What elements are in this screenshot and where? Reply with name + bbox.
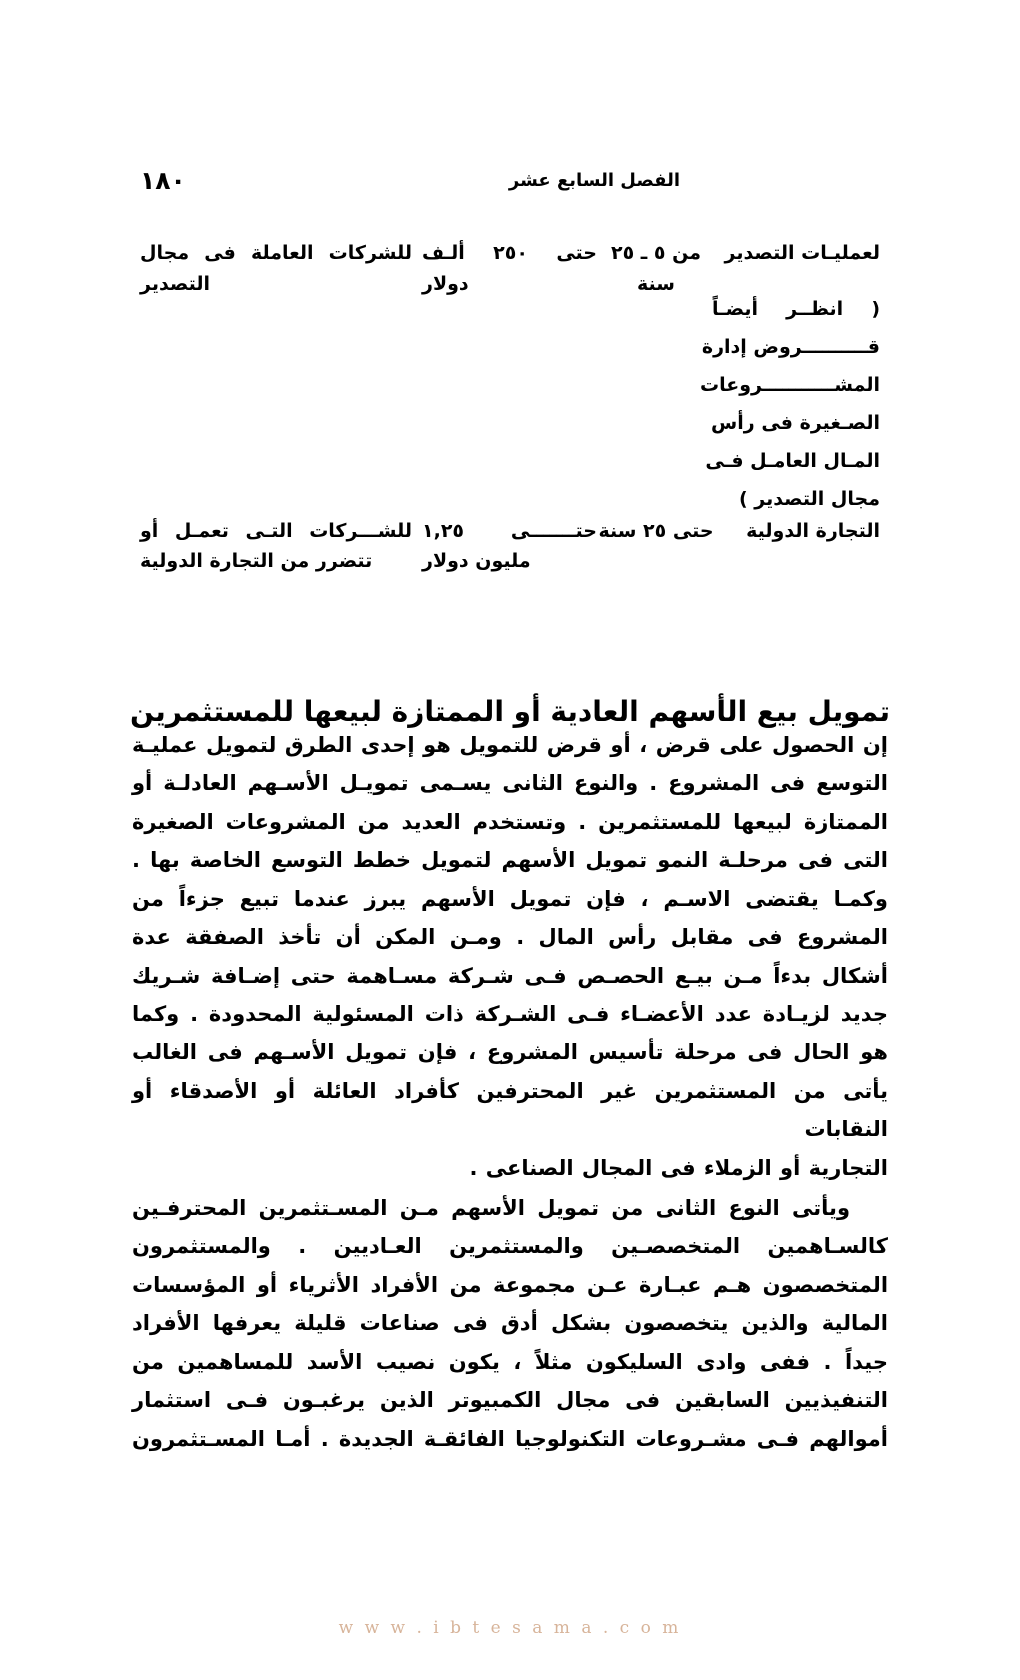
paragraph-line: المتخصصـين والمستثمرين العـاديين . والمستثمرون المتخصصون هـم عبـارة عـن — [132, 1234, 889, 1297]
table-cell-target — [140, 238, 422, 300]
paragraph-line: المكن أن تأخذ الصفقة عدة أشكال بدءاً مـن بيـع الحصـص فـى شـركة مسـاهمة — [132, 925, 889, 988]
table-cell-term: حتى ٢٥ سنة — [598, 519, 714, 542]
paragraph-line: الأسد للمساهمين من التنفيذيين السابقين فى مجال الكمبيوتر الذين يرغبـون فـى — [132, 1349, 888, 1413]
paragraph-line: مجموعة من الأفراد الأثرياء أو المؤسسات المالية والذين يتخصصون بشكل أدق فى — [132, 1272, 888, 1336]
amount-line-2: دولار — [422, 272, 469, 295]
category-cont-line: مجال التصدير ) — [738, 488, 880, 510]
paragraph-line: صناعات قليلة يعرفها الأفراد جيداً . ففى وادى السليكون مثلاً ، يكون نصيب — [132, 1311, 889, 1374]
paragraph — [132, 726, 888, 1187]
table-row — [140, 238, 880, 300]
table-cell-category-continuation — [700, 298, 880, 528]
paragraph-line: التوسع فى المشروع . والنوع الثانى يسـمى تمويـل الأسـهم العادلـة أو الممتازة — [132, 771, 888, 834]
paragraph-line: حتى إضـافة شـريك جديد لزيـادة عدد الأعضـاء فـى الشـركة ذات المسئولية — [132, 963, 889, 1026]
page-number: ١٨٠ — [140, 165, 186, 195]
paragraph — [132, 1189, 888, 1458]
amount-line-2: مليون دولار — [422, 550, 531, 573]
table-cell-target — [140, 516, 422, 578]
paragraph-line: الغالب يأتى من المستثمرين غير المحترفين كأفراد العائلة أو الأصدقاء أو النقابات — [132, 1040, 888, 1142]
paragraph-line: استثمار أموالهم فـى مشـروعات التكنولوجيا الفائقـة الجديدة . أمـا المسـتثمرون — [132, 1388, 888, 1451]
paragraph-line: إن الحصول على قرض ، أو قرض للتمويل هو إحدى الطرق لتمويل عمليـة — [132, 733, 888, 757]
target-line-2: تتضرر من التجارة الدولية — [140, 550, 373, 573]
site-watermark: w w w . i b t e s a m a . c o m — [338, 1618, 682, 1638]
running-head — [140, 160, 880, 200]
chapter-title: الفصل السابع عشر — [508, 169, 680, 191]
paragraph-line: التجارية أو الزملاء فى المجال الصناعى . — [469, 1155, 888, 1180]
table-cell-amount — [422, 516, 597, 578]
body-text — [132, 726, 888, 1458]
amount-line-1: حتـــــــى ١,٢٥ — [422, 519, 597, 542]
paragraph-line: لبيعها للمستثمرين . وتستخدم العديد من المشروعات الصغيرة التى فى مرحلـة — [132, 809, 889, 873]
amount-line-1: حتى ٢٥٠ ألـف — [422, 242, 597, 264]
table-cell-category: لعمليـات التصدير — [724, 242, 880, 264]
table-cell-category: التجارة الدولية — [746, 519, 880, 542]
table-cell-term: من ٥ ـ ٢٥ سنة — [610, 242, 702, 295]
target-line-1: للشركات العاملة فى مجال — [140, 242, 412, 264]
category-cont-line: المـال العامـل فـى — [705, 450, 880, 472]
paragraph-line: ويأتى النوع الثانى من تمويل الأسهم مـن المسـتثمرين المحترفـين كالسـاهمين — [132, 1196, 888, 1259]
table-cell-amount — [422, 238, 597, 300]
target-line-1: للشـــركات التـى تعمـل أو — [140, 519, 412, 542]
target-line-2: التصدير — [140, 272, 211, 295]
category-cont-line: ( انظــر أيضـاً — [712, 298, 880, 320]
paragraph-line: المحدودة . وكما هو الحال فى مرحلة تأسيس المشروع ، فإن تمويل الأسـهم فى — [132, 1001, 888, 1065]
category-cont-line: قــــــــــروض إدارة — [701, 336, 880, 358]
section-heading: تمويل بيع الأسهم العادية أو الممتازة لبيعها للمستثمرين — [130, 695, 890, 729]
category-cont-line: المشـــــــــــروعات — [700, 374, 880, 396]
paragraph-line: فإن تمويل الأسهم يبرز عندما تبيع جزءاً من المشروع فى مقابل رأس المال . ومـن — [132, 886, 888, 950]
category-cont-line: الصـغيرة فى رأس — [711, 412, 880, 434]
paragraph-line: النمو تمويل الأسهم لتمويل خطط التوسع الخاصة بها . وكمـا يقتضى الاسـم ، — [132, 848, 888, 911]
